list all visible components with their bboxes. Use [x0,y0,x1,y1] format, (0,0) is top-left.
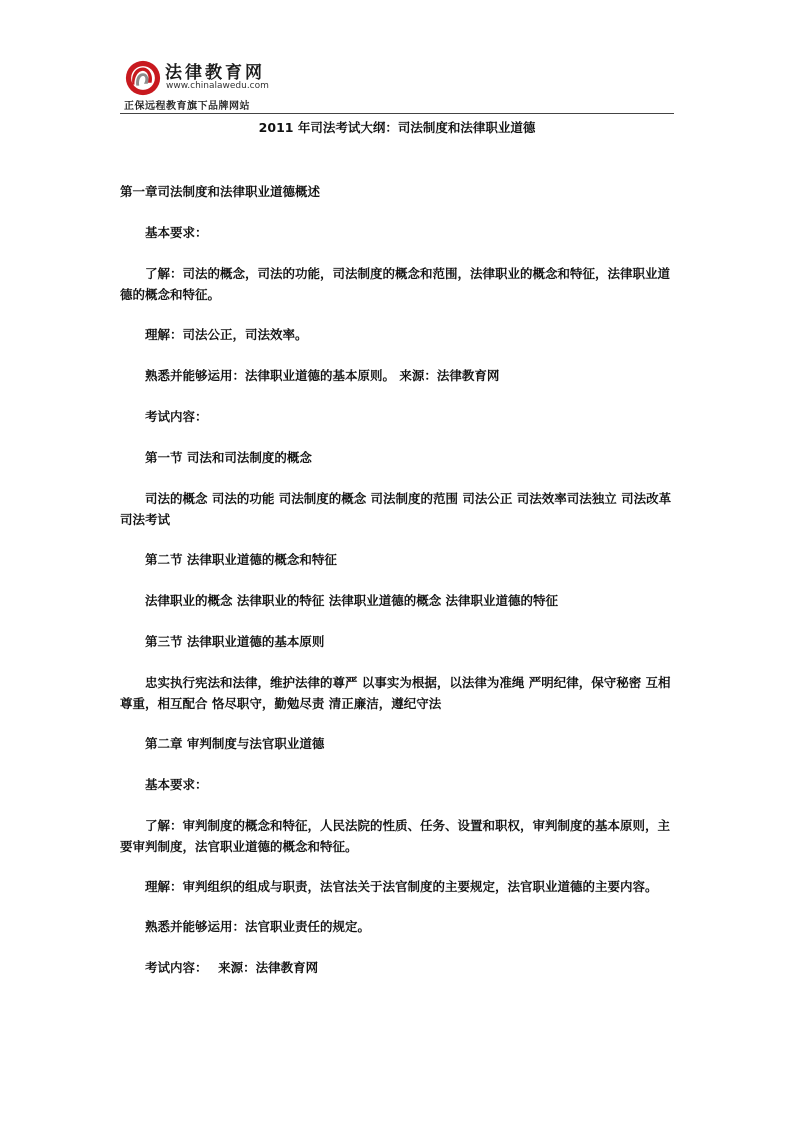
body-paragraph: 熟悉并能够运用：法律职业道德的基本原则。 来源：法律教育网 [145,368,500,383]
body-paragraph: 法律职业的概念 法律职业的特征 法律职业道德的概念 法律职业道德的特征 [145,593,559,608]
section-label: 基本要求： [145,777,208,792]
subsection-heading: 第三节 法律职业道德的基本原则 [145,634,325,649]
site-logo[interactable] [122,56,292,112]
document-title: 2011 年司法考试大纲：司法制度和法律职业道德 [258,120,536,135]
body-paragraph: 理解：司法公正，司法效率。 [145,327,308,342]
subsection-heading: 第二节 法律职业道德的概念和特征 [145,552,337,567]
section-label: 基本要求： [145,225,208,240]
logo-url: www.chinalawedu.com [166,81,269,91]
subsection-heading: 第一节 司法和司法制度的概念 [145,450,312,465]
body-paragraph: 熟悉并能够运用：法官职业责任的规定。 [145,919,371,934]
logo-slogan: 正保远程教育旗下品牌网站 [124,101,250,112]
body-paragraph: 理解：审判组织的组成与职责，法官法关于法官制度的主要规定，法官职业道德的主要内容。 [145,879,658,894]
logo-name: 法律教育网 [165,63,265,83]
section-label: 考试内容： [145,409,208,424]
chapter-heading: 第一章司法制度和法律职业道德概述 [120,184,321,199]
body-paragraph: 忠实执行宪法和法律，维护法律的尊严 以事实为根据，以法律为准绳 严明纪律，保守秘密 互相尊重，相互配合 恪尽职守，勤勉尽责 清正廉洁，遵纪守法 [120,675,671,711]
section-label: 考试内容： 来源：法律教育网 [145,960,319,975]
body-paragraph: 了解：司法的概念，司法的功能，司法制度的概念和范围，法律职业的概念和特征，法律职业道德的概念和特征。 [120,266,671,302]
body-paragraph: 了解：审判制度的概念和特征，人民法院的性质、任务、设置和职权，审判制度的基本原则，主要审判制度，法官职业道德的概念和特征。 [120,818,671,854]
header-divider [120,113,674,114]
chapter-heading: 第二章 审判制度与法官职业道德 [145,736,325,751]
document-body [120,181,674,998]
body-paragraph: 司法的概念 司法的功能 司法制度的概念 司法制度的范围 司法公正 司法效率司法独立 司法改革 司法考试 [120,491,672,527]
logo-emblem-icon [124,59,162,97]
